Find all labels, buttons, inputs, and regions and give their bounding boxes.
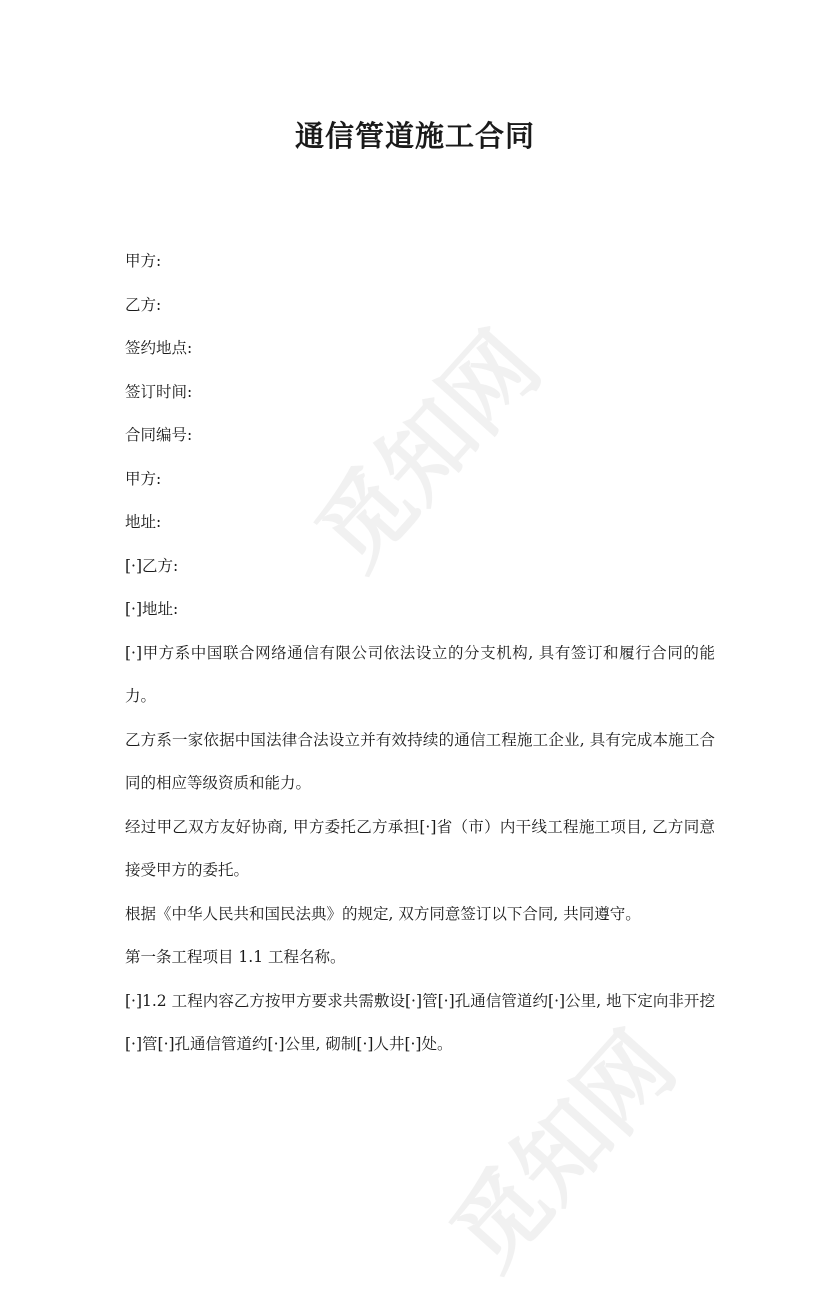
document-body xyxy=(125,240,715,1067)
field-contract-number: 合同编号: xyxy=(125,426,193,444)
field-party-b-2: [·]乙方: xyxy=(125,556,179,575)
field-address-a: 地址: xyxy=(125,513,162,531)
document-title: 通信管道施工合同 xyxy=(294,119,535,153)
paragraph-party-a-intro: [·]甲方系中国联合网络通信有限公司依法设立的分支机构, 具有签订和履行合同的能力。 xyxy=(125,643,715,705)
watermark: 觅知网 xyxy=(296,312,561,590)
field-party-b: 乙方: xyxy=(125,295,162,314)
paragraph-legal-basis: 根据《中华人民共和国民法典》的规定, 双方同意签订以下合同, 共同遵守。 xyxy=(125,904,641,923)
field-party-a: 甲方: xyxy=(125,252,162,270)
field-signing-place: 签约地点: xyxy=(125,339,193,357)
paragraph-article-1: 第一条工程项目 1.1 工程名称。 xyxy=(125,948,346,966)
field-party-a-2: 甲方: xyxy=(125,469,162,488)
watermark: 觅知网 xyxy=(431,1012,696,1290)
field-address-b: [·]地址: xyxy=(125,600,179,618)
paragraph-party-b-intro: 乙方系一家依据中国法律合法设立并有效持续的通信工程施工企业, 具有完成本施工合同的相应等级资质和能力。 xyxy=(125,730,715,792)
field-signing-time: 签订时间: xyxy=(125,382,193,401)
paragraph-negotiation: 经过甲乙双方友好协商, 甲方委托乙方承担[·]省（市）内干线工程施工项目, 乙方同意接受甲方的委托。 xyxy=(125,817,715,879)
paragraph-work-content: [·]1.2 工程内容乙方按甲方要求共需敷设[·]管[·]孔通信管道约[·]公里, 地下定向非开挖[·]管[·]孔通信管道约[·]公里, 砌制[·]人井[·]处。 xyxy=(125,991,715,1053)
